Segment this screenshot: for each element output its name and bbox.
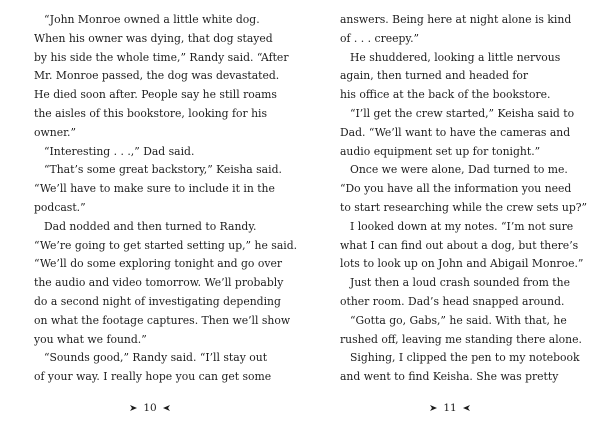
- text-line: audio equipment set up for tonight.”: [340, 144, 541, 158]
- text-line: owner.”: [34, 125, 77, 139]
- text-line: lots to look up on John and Abigail Monroe.”: [340, 257, 584, 271]
- text-line: He shuddered, looking a little nervous: [350, 50, 561, 64]
- text-line: “Gotta go, Gabs,” he said. With that, he: [350, 313, 567, 327]
- text-line: again, then turned and headed for: [340, 69, 529, 83]
- text-line: other room. Dad’s head snapped around.: [340, 294, 565, 308]
- text-line: answers. Being here at night alone is kind: [340, 13, 572, 26]
- text-line: “Do you have all the information you need: [340, 182, 572, 196]
- text-line: “Sounds good,” Randy said. “I’ll stay out: [44, 351, 268, 365]
- text-line: of your way. I really hope you can get some: [34, 370, 272, 384]
- text-line: to start researching while the crew sets up?”: [340, 200, 588, 214]
- text-line: “That’s some great backstory,” Keisha said.: [44, 163, 282, 177]
- text-line: “I’ll get the crew started,” Keisha said to: [350, 106, 575, 120]
- text-line: what I can find out about a dog, but there’s: [340, 238, 579, 252]
- left-page-folio: [0, 401, 300, 415]
- right-page-text: [340, 11, 588, 387]
- text-line: of . . . creepy.”: [340, 31, 420, 45]
- left-arrow-icon: [163, 405, 170, 411]
- text-line: on what the footage captures. Then we’ll show: [34, 313, 291, 327]
- text-line: “We’ll have to make sure to include it in the: [34, 182, 275, 196]
- text-line: you what we found.”: [34, 332, 147, 346]
- right-arrow-icon: [130, 405, 137, 411]
- text-line: do a second night of investigating depending: [34, 294, 281, 308]
- text-line: Sighing, I clipped the pen to my notebook: [350, 351, 580, 365]
- text-line: I looked down at my notes. “I’m not sure: [350, 219, 574, 233]
- text-line: Dad nodded and then turned to Randy.: [44, 219, 257, 233]
- text-line: Mr. Monroe passed, the dog was devastated.: [34, 69, 280, 83]
- text-line: “John Monroe owned a little white dog.: [44, 13, 260, 26]
- left-page-number: 10: [143, 402, 157, 414]
- text-line: Just then a loud crash sounded from the: [350, 276, 570, 290]
- text-line: podcast.”: [34, 200, 86, 214]
- text-line: the audio and video tomorrow. We’ll probably: [34, 276, 284, 290]
- right-page-folio: [300, 401, 600, 415]
- text-line: “We’ll do some exploring tonight and go over: [34, 257, 283, 271]
- text-line: the aisles of this bookstore, looking for his: [34, 106, 268, 120]
- text-line: his office at the back of the bookstore.: [340, 88, 551, 102]
- text-line: When his owner was dying, that dog stayed: [34, 31, 273, 45]
- text-line: “We’re going to get started setting up,” he said.: [34, 238, 298, 252]
- text-line: He died soon after. People say he still roams: [34, 88, 277, 102]
- right-page: [300, 0, 600, 429]
- right-page-number: 11: [443, 402, 457, 414]
- text-line: Dad. “We’ll want to have the cameras and: [340, 125, 571, 139]
- left-page-text: [34, 11, 298, 387]
- left-arrow-icon: [463, 405, 470, 411]
- text-line: and went to find Keisha. She was pretty: [340, 370, 559, 384]
- text-line: by his side the whole time,” Randy said. “After: [34, 50, 289, 64]
- right-arrow-icon: [430, 405, 437, 411]
- text-line: “Interesting . . .,” Dad said.: [44, 144, 195, 158]
- text-line: rushed off, leaving me standing there alone.: [340, 332, 582, 346]
- text-line: Once we were alone, Dad turned to me.: [350, 163, 568, 177]
